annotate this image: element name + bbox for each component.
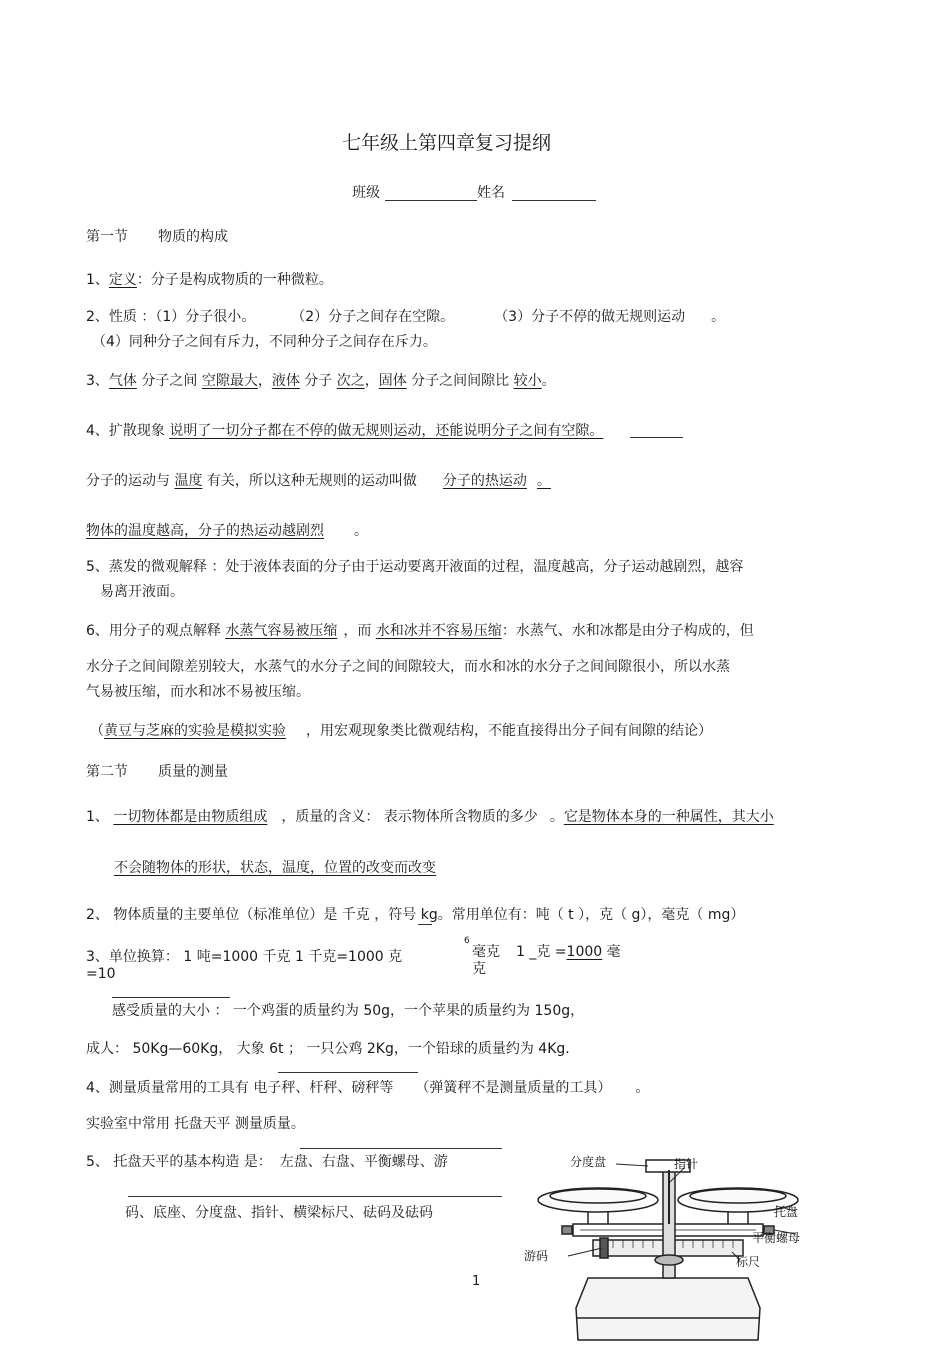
item-evaporation: 5、蒸发的微观解释 ：处于液体表面的分子由于运动要离开液面的过程，温度越高，分子运动越剧烈，越容 xyxy=(86,559,744,575)
item-states: 3、气体 分子之间 空隙最大，液体 分子 次之，固体 分子之间间隙比 较小。 xyxy=(86,373,556,389)
item-simulation-note: （黄豆与芝麻的实验是模拟实验 ，用宏观现象类比微观结构，不能直接得出分子间有间隙的结论） xyxy=(90,723,712,739)
section-heading-1 xyxy=(86,228,228,246)
name-label: 姓名 xyxy=(477,185,505,201)
superscript-six: 6 xyxy=(464,936,470,946)
item-mass-examples: 成人： 50Kg—60Kg， 大象 6t ； 一只公鸡 2Kg，一个铅球的质量约为 4Kg. xyxy=(86,1041,570,1057)
balance-diagram xyxy=(518,1148,818,1343)
item-temperature: 物体的温度越高，分子的热运动越剧烈 。 xyxy=(86,523,368,539)
item-unit-conversion: 3、单位换算： 1 吨=1000 千克 1 千克=1000 克 xyxy=(86,949,403,965)
section-number: 第二节 xyxy=(86,764,128,780)
blank-answer: 定义 xyxy=(108,272,137,288)
item-thermal-motion: 分子的运动与 温度 有关，所以这种无规则的运动叫做 分子的热运动 。 xyxy=(86,473,551,489)
name-blank[interactable] xyxy=(512,200,596,201)
item-compression: 6、用分子的观点解释 水蒸气容易被压缩 ，而 水和冰并不容易压缩：水蒸气、水和冰都是由分子构成的，但 xyxy=(86,623,754,639)
section-heading-2 xyxy=(86,763,228,781)
answer-line xyxy=(300,1148,502,1149)
item-mass-units: 2、 物体质量的主要单位（标准单位）是 千克 ，符号 kg。常用单位有：吨（ t ），克（ g），毫克（ mg） xyxy=(86,907,745,923)
label-pan: 托盘 xyxy=(774,1205,799,1219)
answer-line xyxy=(418,924,432,925)
section-title: 质量的测量 xyxy=(158,764,228,780)
page-title: 七年级上第四章复习提纲 xyxy=(342,132,552,154)
item-tools: 4、测量质量常用的工具有 电子秤、杆秤、磅秤等 （弹簧秤不是测量质量的工具） 。 xyxy=(86,1080,650,1096)
section-title: 物质的构成 xyxy=(158,229,228,245)
item-definition: 1、定义：分子是构成物质的一种微粒。 xyxy=(86,272,333,288)
unit-g: 克 xyxy=(472,961,486,977)
item-compression-cont2: 气易被压缩，而水和冰不易被压缩。 xyxy=(86,684,310,700)
label-nut: 平衡螺母 xyxy=(752,1231,801,1245)
answer-line xyxy=(128,1196,502,1197)
item-balance-structure: 5、 托盘天平的基本构造 是： 左盘、右盘、平衡螺母、游 xyxy=(86,1154,448,1170)
answer-line xyxy=(278,1072,418,1073)
item-mass-feel: 感受质量的大小 ： 一个鸡蛋的质量约为 50g，一个苹果的质量约为 150g， xyxy=(112,1003,585,1019)
answer-line xyxy=(112,997,230,998)
label-pointer: 指针 xyxy=(674,1157,699,1171)
item-mass-meaning-cont: 不会随物体的形状，状态，温度，位置的改变而改变 xyxy=(114,860,436,876)
class-label: 班级 xyxy=(352,185,380,201)
item-properties-cont: （4）同种分子之间有斥力，不同种分子之间存在斥力。 xyxy=(92,334,437,350)
page-number: 1 xyxy=(472,1274,481,1289)
unit-mg: 毫克 xyxy=(472,944,500,960)
item-compression-cont1: 水分子之间间隙差别较大，水蒸气的水分子之间的间隙较大，而水和冰的水分子之间间隙很小，所以水蒸 xyxy=(86,659,730,675)
label-dial: 分度盘 xyxy=(570,1155,607,1169)
answer-line xyxy=(630,437,683,438)
item-unit-conversion-2: 1 _克 =1000 毫 xyxy=(516,944,621,960)
label-rider: 游码 xyxy=(524,1249,549,1263)
item-evaporation-cont: 易离开液面。 xyxy=(100,584,184,600)
balance-nut-left xyxy=(562,1226,572,1234)
section-number: 第一节 xyxy=(86,229,128,245)
item-properties: 2、性质 ：（1）分子很小。 （2）分子之间存在空隙。 （3）分子不停的做无规则运动 。 xyxy=(86,309,726,325)
item-mass-meaning: 1、 一切物体都是由物质组成 ，质量的含义： 表示物体所含物质的多少 。它是物体本身的一种属性，其大小 xyxy=(86,809,774,825)
item-unit-conversion-3: =10 xyxy=(86,966,116,982)
class-blank[interactable] xyxy=(385,200,477,201)
item-diffusion: 4、扩散现象 说明了一切分子都在不停的做无规则运动，还能说明分子之间有空隙。 xyxy=(86,423,604,439)
balance-base xyxy=(576,1278,760,1340)
label-scale: 标尺 xyxy=(736,1255,761,1269)
item-balance-structure-cont: 码、底座、分度盘、指针、横梁标尺、砝码及砝码 xyxy=(125,1205,433,1221)
item-lab-tool: 实验室中常用 托盘天平 测量质量。 xyxy=(86,1116,305,1132)
